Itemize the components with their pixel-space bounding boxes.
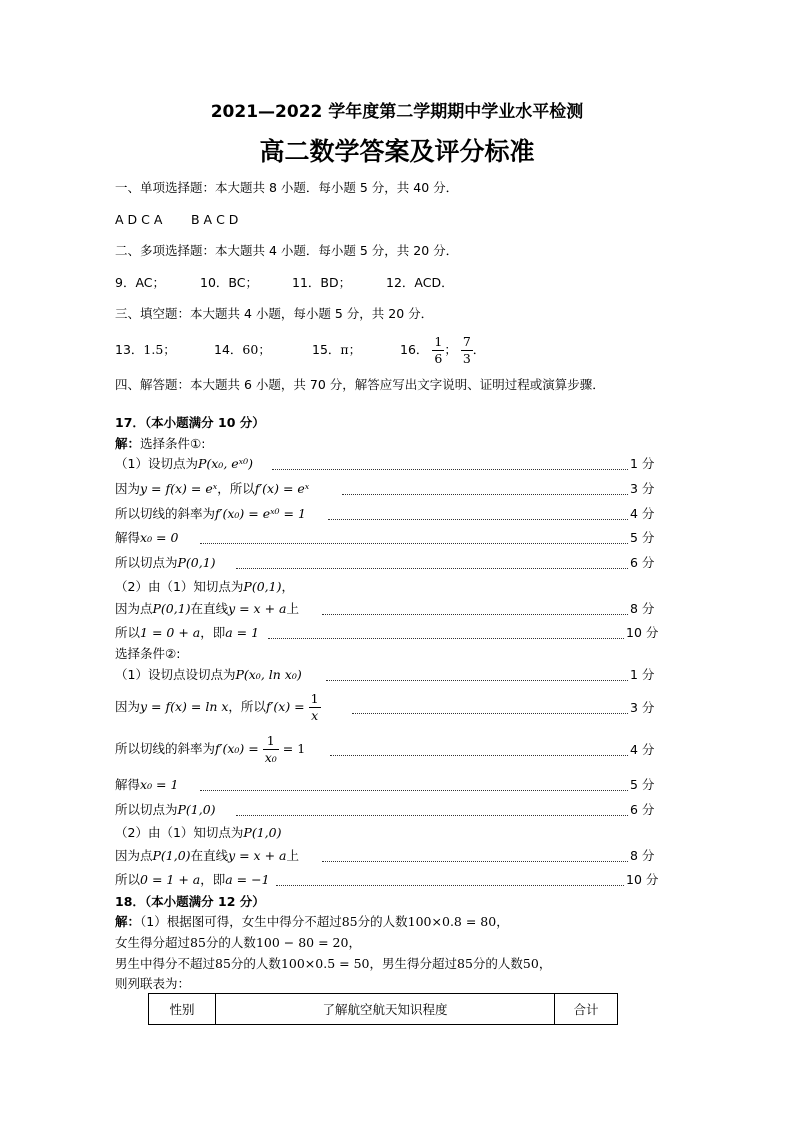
- q17-c1-line-2-mid: ，所以: [217, 481, 255, 496]
- q18-line-4: 则列联表为：: [115, 976, 191, 991]
- dot-leader: [352, 713, 628, 714]
- q17-c1-line-7-mid: 在直线: [190, 601, 229, 616]
- dot-leader: [322, 861, 628, 862]
- q14-label: 14．: [214, 342, 243, 357]
- q17-c1-line-8-math-1: 1 = 0 + a: [140, 625, 201, 640]
- q17-c2-line-4: [115, 777, 178, 793]
- score-marker: 3 分: [630, 700, 655, 715]
- answer-q11: 11．BD；: [292, 275, 352, 290]
- q17-c2-line-5-text: 所以切点为: [115, 802, 178, 817]
- q16-end: ．: [472, 342, 486, 357]
- score-marker: 1 分: [630, 456, 655, 471]
- score-marker: 6 分: [630, 802, 655, 817]
- q17-c2-line-3-post: = 1: [282, 741, 306, 756]
- dot-leader: [330, 755, 628, 756]
- q17-c2-line-6: [115, 825, 281, 841]
- q16-label: 16．: [400, 342, 429, 357]
- q17-c1-line-8-text: 所以: [115, 625, 141, 640]
- q18-line-3-mid-3: 分的人数: [472, 956, 523, 971]
- q18-line-1-math-2: 100×0.8 = 80: [407, 914, 497, 929]
- q17-c2-line-8-text: 所以: [115, 872, 141, 887]
- section-1-heading: 一、单项选择题：本大题共 8 小题．每小题 5 分，共 40 分．: [115, 180, 459, 195]
- score-marker: 4 分: [630, 742, 655, 757]
- q18-heading: 18．（本小题满分 12 分）: [115, 894, 265, 909]
- contingency-table: [148, 993, 618, 1025]
- section-1-answers-group-a: A D C A: [115, 212, 163, 227]
- q17-c2-line-3-fraction: [263, 733, 279, 766]
- q16-fraction-2-denominator: 3: [462, 351, 471, 366]
- score-marker: 8 分: [630, 848, 655, 863]
- q15-value: π: [340, 342, 349, 357]
- q16-fraction-2: [461, 334, 473, 367]
- dot-leader: [342, 494, 628, 495]
- q18-line-2-mid: 分的人数: [205, 935, 256, 950]
- dot-leader: [328, 519, 628, 520]
- q18-line-2-math-2: 100 − 80 = 20: [255, 935, 349, 950]
- q17-c1-line-7-text: 因为点: [115, 601, 153, 616]
- q17-c2-line-2-text: 因为: [115, 699, 141, 714]
- q17-solve-label: 解：: [115, 436, 141, 451]
- q16-fraction-1-numerator: 1: [434, 334, 443, 349]
- q18-line-1-text: （1）根据图可得，女生中得分不超过: [140, 914, 342, 929]
- q17-c1-line-2-math-1: y = f(x) = eˣ: [140, 481, 218, 496]
- q17-c1-line-6-math: P(0,1): [243, 579, 282, 594]
- fraction-denominator: x: [309, 707, 321, 724]
- dot-leader: [276, 885, 624, 886]
- q14-value: 60: [242, 342, 259, 357]
- answer-q13: [115, 342, 176, 358]
- answer-q12: 12．ACD．: [386, 275, 454, 290]
- q17-c1-line-7: [115, 601, 299, 617]
- q17-c1-line-1-math: P(x₀, eˣ⁰): [197, 456, 253, 471]
- q18-line-2: [115, 935, 361, 951]
- dot-leader: [200, 790, 628, 791]
- q17-c1-line-7-post: 上: [286, 601, 299, 616]
- q17-c1-line-7-math-1: P(0,1): [152, 601, 191, 616]
- q18-line-3-post: ，: [538, 956, 552, 971]
- q18-line-3-text: 男生中得分不超过: [115, 956, 216, 971]
- q17-c2-line-2-math-1: y = f(x) = ln x: [140, 699, 229, 714]
- q17-c1-line-2-text: 因为: [115, 481, 141, 496]
- dot-leader: [322, 614, 628, 615]
- q17-c2-line-5: [115, 802, 216, 818]
- q17-c2-line-3-math: f′(x₀) =: [215, 741, 259, 756]
- q17-c1-line-6: [115, 579, 294, 595]
- q17-c2-line-8-mid: ，即: [200, 872, 226, 887]
- dot-leader: [268, 638, 624, 639]
- q16-separator: ；: [444, 342, 457, 357]
- q17-c1-line-5: [115, 555, 216, 571]
- q17-c2-line-4-math: x₀ = 1: [140, 777, 179, 792]
- q17-heading: 17．（本小题满分 10 分）: [115, 415, 265, 430]
- q17-c1-line-1: [115, 456, 253, 472]
- q17-c1-line-2: [115, 481, 309, 497]
- q17-c2-line-1-text: （1）设切点设切点为: [115, 667, 236, 682]
- q17-c2-line-4-text: 解得: [115, 777, 141, 792]
- dot-leader: [326, 680, 628, 681]
- score-marker: 10 分: [626, 872, 659, 887]
- q17-c1-line-6-text: （2）由（1）知切点为: [115, 579, 244, 594]
- q17-condition-1-text: 选择条件①:: [140, 436, 206, 451]
- q17-c2-line-7-math-2: y = x + a: [228, 848, 287, 863]
- q17-c1-line-2-math-2: f′(x) = eˣ: [254, 481, 310, 496]
- q17-c2-line-1: [115, 667, 302, 683]
- q18-line-1-math-1: 85: [341, 914, 358, 929]
- q16-fraction-1-denominator: 6: [434, 351, 443, 366]
- q18-line-1: [115, 914, 509, 930]
- q17-c2-line-7-math-1: P(1,0): [152, 848, 191, 863]
- section-2-heading: 二、多项选择题：本大题共 4 小题．每小题 5 分，共 20 分．: [115, 243, 459, 258]
- score-marker: 6 分: [630, 555, 655, 570]
- q17-c2-line-7: [115, 848, 299, 864]
- dot-leader: [272, 469, 628, 470]
- answer-q9: 9．AC；: [115, 275, 166, 290]
- q17-c2-line-6-math: P(1,0): [243, 825, 282, 840]
- score-marker: 4 分: [630, 506, 655, 521]
- q18-line-3-math-4: 50: [522, 956, 539, 971]
- q15-label: 15．: [312, 342, 341, 357]
- q17-c2-line-8-math-1: 0 = 1 + a: [140, 872, 201, 887]
- q17-c2-line-8-math-2: a = −1: [225, 872, 270, 887]
- score-marker: 1 分: [630, 667, 655, 682]
- q18-line-3-mid: 分的人数: [230, 956, 281, 971]
- dot-leader: [200, 543, 628, 544]
- q13-value: 1.5: [143, 342, 164, 357]
- q17-c1-line-1-text: （1）设切点为: [115, 456, 198, 471]
- answer-q14: [214, 342, 271, 358]
- q17-c2-line-2: [115, 687, 321, 727]
- q17-c2-line-2-fraction: [309, 691, 321, 724]
- q18-line-3-math-2: 100×0.5 = 50: [280, 956, 370, 971]
- q17-c1-line-4-text: 解得: [115, 530, 141, 545]
- q17-c2-line-7-mid: 在直线: [190, 848, 229, 863]
- q17-c2-line-5-math: P(1,0): [177, 802, 216, 817]
- q15-separator: ；: [348, 342, 362, 357]
- answer-q16: [400, 326, 485, 374]
- section-4-heading: 四、解答题：本大题共 6 小题，共 70 分，解答应写出文字说明、证明过程或演算步骤．: [115, 377, 605, 392]
- q17-c2-line-2-mid: ，所以: [228, 699, 266, 714]
- q17-c1-line-3: [115, 506, 306, 522]
- q17-c2-line-7-text: 因为点: [115, 848, 153, 863]
- q18-line-1-mid: 分的人数: [357, 914, 408, 929]
- q17-c1-line-6-post: ，: [281, 579, 294, 594]
- q18-line-2-post: ，: [348, 935, 361, 950]
- fraction-numerator: 1: [266, 733, 275, 748]
- q16-fraction-2-numerator: 7: [462, 334, 471, 349]
- q17-c2-line-3-text: 所以切线的斜率为: [115, 741, 216, 756]
- score-marker: 5 分: [630, 777, 655, 792]
- q17-condition-2: 选择条件②:: [115, 646, 181, 661]
- q16-fraction-1: [432, 334, 444, 367]
- exam-title: 2021—2022 学年度第二学期期中学业水平检测: [210, 102, 584, 122]
- q18-line-3: [115, 956, 551, 972]
- q17-c1-line-7-math-2: y = x + a: [228, 601, 287, 616]
- q18-line-1-post: ，: [496, 914, 509, 929]
- q17-c1-line-5-math: P(0,1): [177, 555, 216, 570]
- section-1-answers-group-b: B A C D: [191, 212, 239, 227]
- q18-solve-label: 解：: [115, 914, 141, 929]
- q18-line-3-math-3: 85: [457, 956, 473, 971]
- q17-c2-line-8: [115, 872, 270, 888]
- q17-c2-line-2-math-2: f′(x) =: [265, 699, 305, 714]
- score-marker: 8 分: [630, 601, 655, 616]
- q17-c2-line-7-post: 上: [286, 848, 299, 863]
- score-marker: 5 分: [630, 530, 655, 545]
- q13-separator: ；: [163, 342, 176, 357]
- fraction-numerator: 1: [310, 691, 319, 706]
- q17-c2-line-6-text: （2）由（1）知切点为: [115, 825, 244, 840]
- fraction-denominator: x₀: [264, 750, 277, 765]
- q17-c1-line-3-text: 所以切线的斜率为: [115, 506, 216, 521]
- table-header-gender: 性别: [149, 994, 216, 1025]
- q14-separator: ；: [258, 342, 271, 357]
- q17-c1-line-8-math-2: a = 1: [225, 625, 260, 640]
- section-3-heading: 三、填空题：本大题共 4 小题，每小题 5 分，共 20 分．: [115, 306, 434, 321]
- table-header-total: 合计: [555, 994, 618, 1025]
- q17-c1-line-5-text: 所以切点为: [115, 555, 178, 570]
- q17-c1-line-3-math: f′(x₀) = eˣ⁰ = 1: [215, 506, 306, 521]
- q17-c1-line-4-math: x₀ = 0: [140, 530, 179, 545]
- table-header-row: [149, 994, 618, 1025]
- table-header-knowledge-level: 了解航空航天知识程度: [216, 994, 555, 1025]
- dot-leader: [236, 568, 628, 569]
- q17-c1-line-8: [115, 625, 259, 641]
- score-marker: 10 分: [626, 625, 659, 640]
- q18-line-2-math-1: 85: [190, 935, 206, 950]
- q17-c2-line-3: [115, 729, 305, 769]
- q17-c1-line-8-mid: ，即: [200, 625, 226, 640]
- q18-line-2-text: 女生得分超过: [115, 935, 191, 950]
- q17-c2-line-1-math: P(x₀, ln x₀): [235, 667, 302, 682]
- document-title: 高二数学答案及评分标准: [259, 137, 535, 166]
- q17-c1-line-4: [115, 530, 178, 546]
- dot-leader: [236, 815, 628, 816]
- q13-label: 13．: [115, 342, 144, 357]
- answer-q10: 10．BC；: [200, 275, 258, 290]
- q18-line-3-mid-2: ，男生得分超过: [369, 956, 457, 971]
- q18-line-3-math-1: 85: [215, 956, 231, 971]
- q17-condition-1: [115, 436, 205, 452]
- score-marker: 3 分: [630, 481, 655, 496]
- answer-q15: [312, 342, 361, 358]
